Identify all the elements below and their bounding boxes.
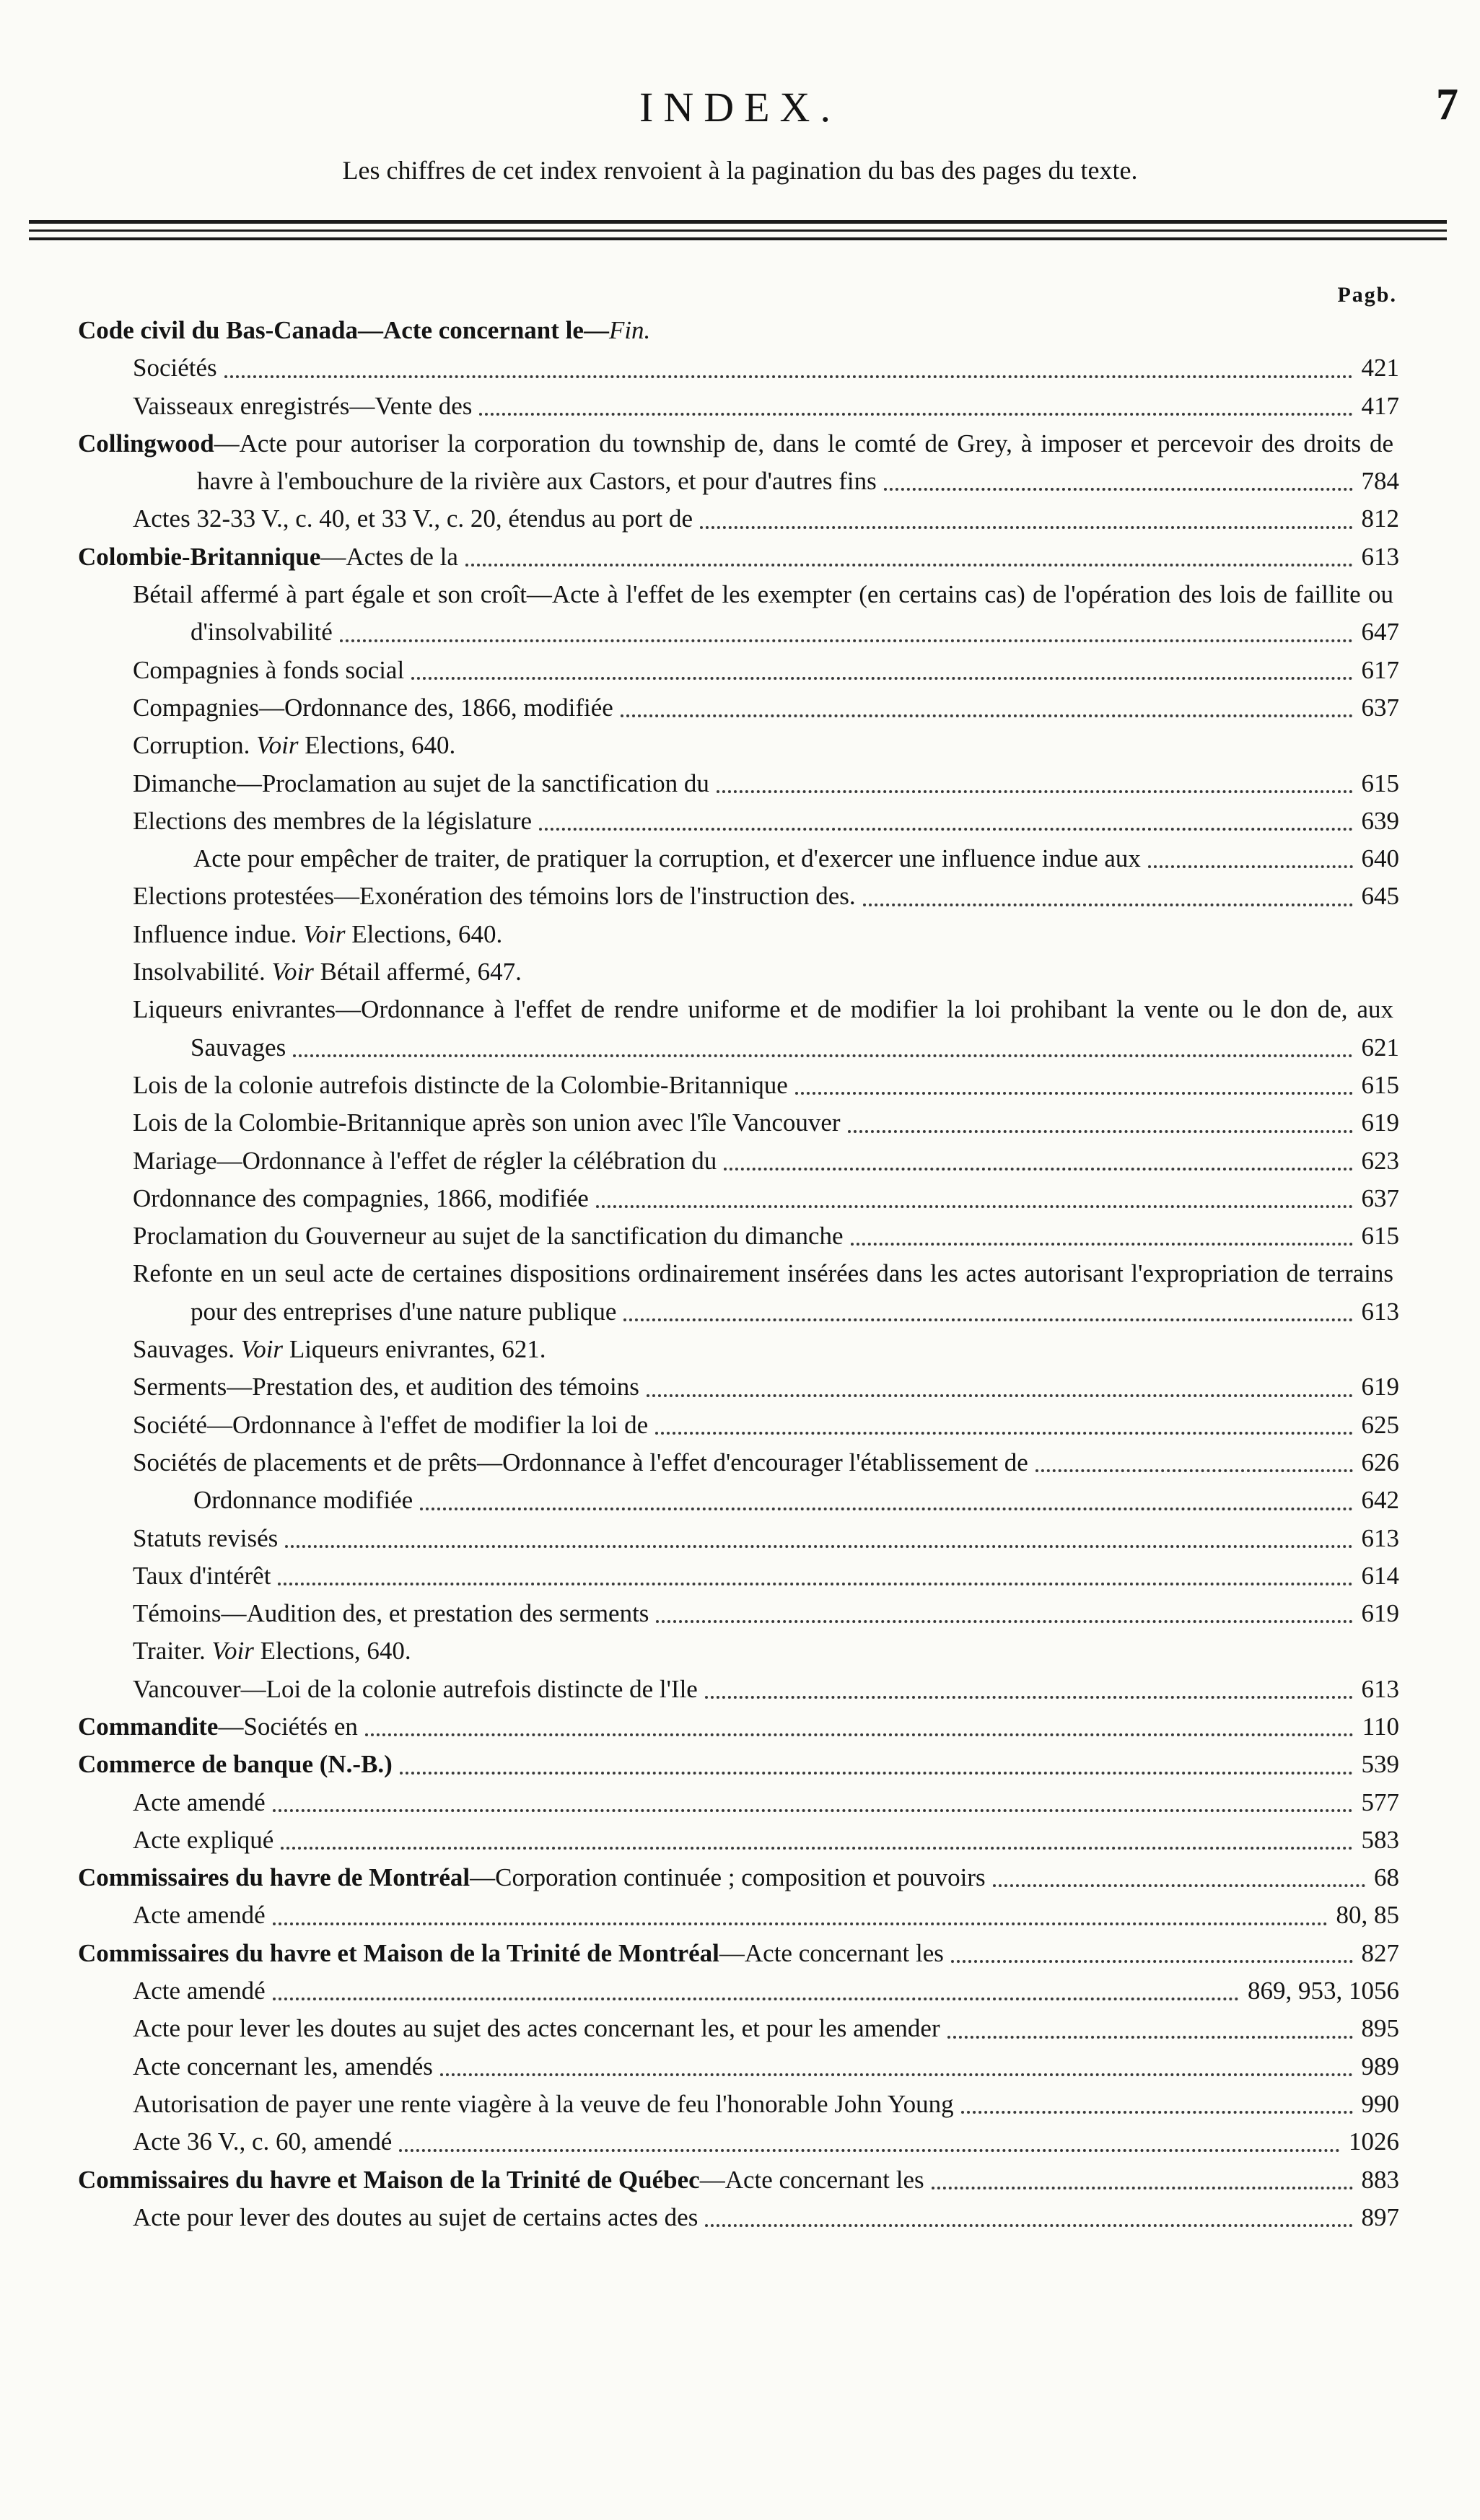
leader-dots xyxy=(621,714,1353,717)
leader-dots xyxy=(623,1318,1352,1321)
index-entry: Dimanche—Proclamation au sujet de la sanctification du 615 xyxy=(133,769,1399,797)
leader-dots xyxy=(795,1092,1353,1095)
index-entry: Statuts revisés 613 xyxy=(133,1523,1399,1552)
leader-dots xyxy=(273,1922,1328,1925)
index-entry: Elections protestées—Exonération des témoins lors de l'instruction des. 645 xyxy=(133,882,1399,911)
index-entry: Commissaires du havre de Montréal—Corporation continuée ; composition et pouvoirs 68 xyxy=(78,1863,1399,1892)
header-rule xyxy=(29,237,1447,240)
leader-dots xyxy=(851,1243,1353,1246)
leader-dots xyxy=(1035,1469,1353,1472)
leader-dots xyxy=(479,413,1352,416)
leader-dots xyxy=(647,1394,1353,1397)
leader-dots xyxy=(340,639,1353,642)
index-entry: Corruption. Voir Elections, 640. xyxy=(133,731,456,760)
leader-dots xyxy=(273,1998,1239,2000)
index-entry: Serments—Prestation des, et audition des témoins 619 xyxy=(133,1373,1399,1401)
leader-dots xyxy=(863,904,1353,906)
index-entry: Acte pour empêcher de traiter, de pratiquer la corruption, et d'exercer une influence indue aux 640 xyxy=(193,844,1399,873)
index-entry: Sociétés de placements et de prêts—Ordonnance à l'effet d'encourager l'établissement de 626 xyxy=(133,1448,1399,1476)
index-entry: Acte amendé 577 xyxy=(133,1788,1399,1816)
index-entry: Sociétés 421 xyxy=(133,354,1399,382)
leader-dots xyxy=(884,488,1353,491)
index-entry: Code civil du Bas-Canada—Acte concernant le—Fin. xyxy=(78,316,651,344)
index-entry: Refonte en un seul acte de certaines dispositions ordinairement insérées dans les actes autorisant l'expropriation de terrains pour des entreprises d'une nature publique 613 xyxy=(133,1259,1399,1326)
index-entry: Acte 36 V., c. 60, amendé 1026 xyxy=(133,2127,1399,2156)
header-rule xyxy=(29,229,1447,232)
index-entry: Mariage—Ordonnance à l'effet de régler la célébration du 623 xyxy=(133,1146,1399,1175)
leader-dots xyxy=(724,1168,1352,1171)
leader-dots xyxy=(993,1884,1365,1887)
leader-dots xyxy=(1148,865,1353,868)
index-entry: Actes 32-33 V., c. 40, et 33 V., c. 20, étendus au port de 812 xyxy=(133,504,1399,533)
leader-dots xyxy=(293,1054,1352,1057)
leader-dots xyxy=(705,1696,1353,1699)
page-number: 7 xyxy=(1436,80,1458,129)
leader-dots xyxy=(420,1508,1352,1510)
leader-dots xyxy=(539,828,1352,831)
index-entry: Acte pour lever les doutes au sujet des actes concernant les, et pour les amender 895 xyxy=(133,2014,1399,2043)
index-entry: Traiter. Voir Elections, 640. xyxy=(133,1637,411,1666)
leader-dots xyxy=(655,1432,1352,1435)
index-entry: Acte pour lever des doutes au sujet de certains actes des 897 xyxy=(133,2202,1399,2231)
index-entry: Acte amendé 869, 953, 1056 xyxy=(133,1977,1399,2005)
index-entry: Bétail affermé à part égale et son croît—Acte à l'effet de les exempter (en certains cas) de l'opération des lois de faillite ou d'insolvabilité 647 xyxy=(133,580,1399,647)
index-entries xyxy=(0,312,1480,2236)
leader-dots xyxy=(285,1545,1352,1548)
index-entry: Société—Ordonnance à l'effet de modifier la loi de 625 xyxy=(133,1410,1399,1439)
index-entry: Liqueurs enivrantes—Ordonnance à l'effet de rendre uniforme et de modifier la loi prohibant la vente ou le don de, aux Sauvages 621 xyxy=(133,995,1399,1062)
leader-dots xyxy=(281,1847,1352,1850)
index-entry: Compagnies—Ordonnance des, 1866, modifiée 637 xyxy=(133,693,1399,722)
leader-dots xyxy=(440,2073,1353,2076)
leader-dots xyxy=(411,677,1352,680)
index-entry: Insolvabilité. Voir Bétail affermé, 647. xyxy=(133,958,522,986)
index-entry: Compagnies à fonds social 617 xyxy=(133,655,1399,684)
leader-dots xyxy=(596,1205,1353,1208)
index-entry: Collingwood—Acte pour autoriser la corporation du township de, dans le comté de Grey, à imposer et percevoir des droits de havre à l'embouchure de la rivière aux Castors, et pour d'autres fins 784 xyxy=(78,429,1399,496)
leader-dots xyxy=(947,2036,1353,2039)
index-entry: Influence indue. Voir Elections, 640. xyxy=(133,919,503,948)
index-entry: Ordonnance des compagnies, 1866, modifiée 637 xyxy=(133,1184,1399,1212)
leader-dots xyxy=(848,1130,1353,1133)
index-entry: Sauvages. Voir Liqueurs enivrantes, 621. xyxy=(133,1335,546,1364)
index-entry: Ordonnance modifiée 642 xyxy=(193,1486,1399,1515)
index-entry: Commandite—Sociétés en 110 xyxy=(78,1712,1399,1741)
leader-dots xyxy=(224,375,1353,378)
leader-dots xyxy=(961,2111,1353,2114)
index-entry: Autorisation de payer une rente viagère à la veuve de feu l'honorable John Young 990 xyxy=(133,2089,1399,2118)
index-title: INDEX. xyxy=(639,84,841,131)
leader-dots xyxy=(717,790,1353,793)
leader-dots xyxy=(399,2149,1340,2152)
leader-dots xyxy=(951,1960,1353,1963)
index-entry: Commerce de banque (N.-B.) 539 xyxy=(78,1750,1399,1779)
index-entry: Témoins—Audition des, et prestation des serments 619 xyxy=(133,1599,1399,1628)
index-entry: Acte concernant les, amendés 989 xyxy=(133,2052,1399,2081)
index-subtitle: Les chiffres de cet index renvoient à la pagination du bas des pages du texte. xyxy=(342,156,1138,185)
index-entry: Taux d'intérêt 614 xyxy=(133,1561,1399,1590)
leader-dots xyxy=(365,1733,1354,1736)
leader-dots xyxy=(705,2224,1352,2227)
index-entry: Acte amendé 80, 85 xyxy=(133,1901,1399,1930)
leader-dots xyxy=(700,526,1352,529)
leader-dots xyxy=(278,1583,1352,1585)
header-rule xyxy=(29,220,1447,224)
leader-dots xyxy=(400,1772,1353,1775)
index-entry: Acte expliqué 583 xyxy=(133,1825,1399,1854)
index-entry: Commissaires du havre et Maison de la Trinité de Québec—Acte concernant les 883 xyxy=(78,2165,1399,2194)
leader-dots xyxy=(273,1809,1353,1812)
index-entry: Vancouver—Loi de la colonie autrefois distincte de l'Ile 613 xyxy=(133,1674,1399,1703)
index-entry: Proclamation du Gouverneur au sujet de la sanctification du dimanche 615 xyxy=(133,1222,1399,1251)
leader-dots xyxy=(656,1620,1352,1623)
index-entry: Lois de la Colombie-Britannique après son union avec l'île Vancouver 619 xyxy=(133,1108,1399,1137)
index-entry: Vaisseaux enregistrés—Vente des 417 xyxy=(133,391,1399,420)
index-entry: Commissaires du havre et Maison de la Trinité de Montréal—Acte concernant les 827 xyxy=(78,1938,1399,1967)
page-column-label: Pagb. xyxy=(1337,283,1397,307)
leader-dots xyxy=(932,2187,1353,2189)
leader-dots xyxy=(465,564,1353,566)
index-entry: Elections des membres de la législature 639 xyxy=(133,806,1399,835)
index-entry: Lois de la colonie autrefois distincte de la Colombie-Britannique 615 xyxy=(133,1070,1399,1099)
index-entry: Colombie-Britannique—Actes de la 613 xyxy=(78,542,1399,571)
